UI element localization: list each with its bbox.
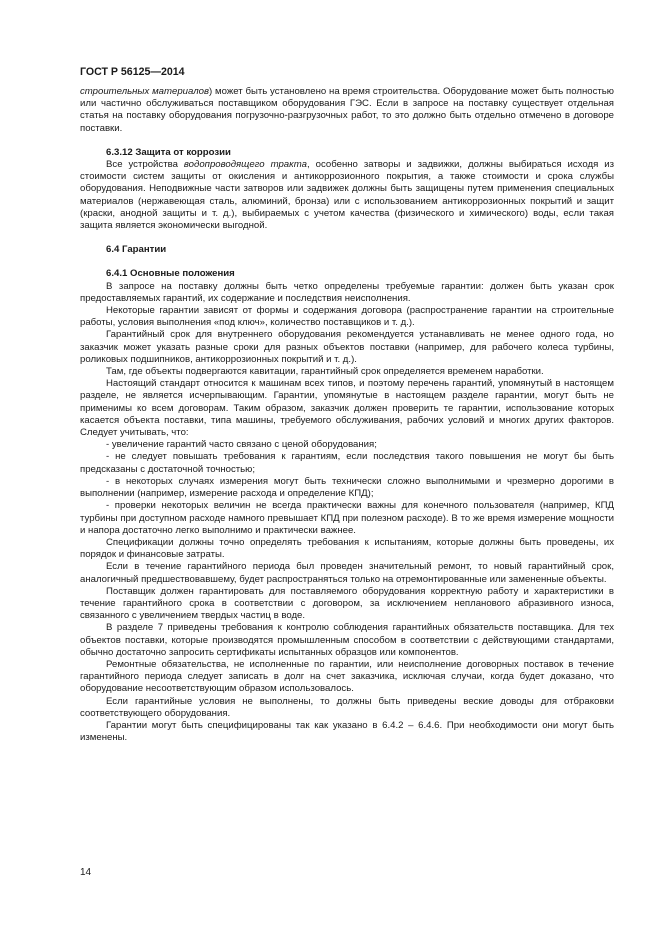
- document-body: [80, 86, 614, 744]
- intro-paragraph: [80, 86, 614, 135]
- paragraph: Если в течение гарантийного периода был проведен значительный ремонт, то новый гарантийный срок, аналогичный предшествовавшему, будет распространяться только на отремонтированные или замененные объекты.: [80, 561, 614, 585]
- italic-term: водопроводящего тракта: [183, 159, 308, 171]
- paragraph: Там, где объекты подвергаются кавитации, гарантийный срок определяется временем наработки.: [106, 366, 544, 378]
- section-6-3-12-heading: 6.3.12 Защита от коррозии: [106, 146, 231, 158]
- document-header: ГОСТ Р 56125—2014: [80, 66, 185, 78]
- intro-italic-term: строительных материалов: [80, 86, 209, 97]
- paragraph: В разделе 7 приведены требования к контролю соблюдения гарантийных обязательств поставщика. Для тех объектов поставки, которые производятся промышленным способом в соответствии с действующими стандартами, обычно достаточно запросить сертификаты испытанных образцов или компонентов.: [80, 622, 614, 658]
- list-item: - увеличение гарантий часто связано с ценой оборудования;: [106, 439, 377, 451]
- section-6-4-heading: 6.4 Гарантии: [106, 244, 167, 256]
- list-item: - в некоторых случаях измерения могут быть технически сложно выполнимыми и чрезмерно дорогими в выполнении (например, измерение расхода и определение КПД);: [80, 475, 614, 500]
- paragraph: Поставщик должен гарантировать для поставляемого оборудования корректную работу и характеристики в течение гарантийного срока в соответствии с договором, за исключением непланового абразивного износа, связанного с увеличением твердых частиц в воде.: [80, 585, 614, 622]
- paragraph: Настоящий стандарт относится к машинам всех типов, и поэтому перечень гарантий, упомянутый в настоящем разделе, не является исчерпывающим. Гарантии, упомянутые в настоящем разделе гарантии, могут быть не применимы ко всем договорам. Таким образом, заказчик должен проверить те гарантии, использование которых касается объекта поставки, типа машины, требуемого обслуживания, рабочих условий и многих других факторов. Следует учитывать, что:: [80, 378, 614, 439]
- paragraph: Спецификации должны точно определять требования к испытаниям, которые должны быть проведены, их порядок и финансовые затраты.: [80, 536, 614, 561]
- paragraph: В запросе на поставку должны быть четко определены требуемые гарантии: должен быть указан срок предоставляемых гарантий, их содержание и последствия неисполнения.: [80, 280, 614, 304]
- paragraph: Если гарантийные условия не выполнены, то должны быть приведены веские доводы для отбраковки соответствующего оборудования.: [80, 695, 614, 719]
- list-item: - проверки некоторых величин не всегда практически важны для конечного пользователя (например, КПД турбины при доступном расходе намного превышает КПД при полезном расходе). В то же время измерение мощности и напора достаточно легко выполнимо и практически важнее.: [80, 500, 614, 536]
- section-6-4-1-heading: 6.4.1 Основные положения: [106, 268, 235, 280]
- intro-text: ) может быть установлено на время строительства. Оборудование может быть полностью или частично обслуживаться поставщиком оборудования ГЭС. Если в запросе на поставку существует отдельная статья на поставку оборудования погрузочно-разгрузочных работ, то это должно быть отдельно отмечено в договоре поставки.: [80, 86, 614, 134]
- page-number: 14: [80, 867, 92, 878]
- section-6-3-12-paragraph: Все устройства водопроводящего тракта, особенно затворы и задвижки, должны выбираться исходя из стоимости систем защиты от окисления и антикоррозионного покрытия, а также стоимости и срока службы оборудования. Неподвижные части затворов или задвижек должны быть защищены путем применения специальных материалов (нержавеющая сталь, алюминий, бронза) или с использованием антикоррозионных покрытий и защит (краски, анодной защиты и т. д.), выбираемых с учетом качества (физического и химического) воды, если такая защита является экономически выгодной.: [80, 159, 615, 232]
- paragraph: Гарантийный срок для внутреннего оборудования рекомендуется устанавливать не менее одного года, но заказчик может указать разные сроки для разных объектов поставки (например, для рабочего колеса турбины, роликовых подшипников, антикоррозионных покрытий и т. д.).: [80, 329, 614, 365]
- paragraph: Некоторые гарантии зависят от формы и содержания договора (распространение гарантии на строительные работы, условия выполнения «под ключ», количество поставщиков и т. д.).: [80, 305, 614, 329]
- paragraph: Гарантии могут быть специфицированы так как указано в 6.4.2 – 6.4.6. При необходимости они могут быть изменены.: [80, 719, 614, 744]
- list-item: - не следует повышать требования к гарантиям, если последствия такого повышения не могут бы быть предсказаны с достаточной точностью;: [80, 451, 614, 475]
- paragraph: Ремонтные обязательства, не исполненные по гарантии, или неисполнение договорных поставок в течение гарантийного периода следует записать в долг на счет заказчика, исключая случаи, когда будет доказано, что оборудование несоответствующим образом использовалось.: [80, 658, 614, 695]
